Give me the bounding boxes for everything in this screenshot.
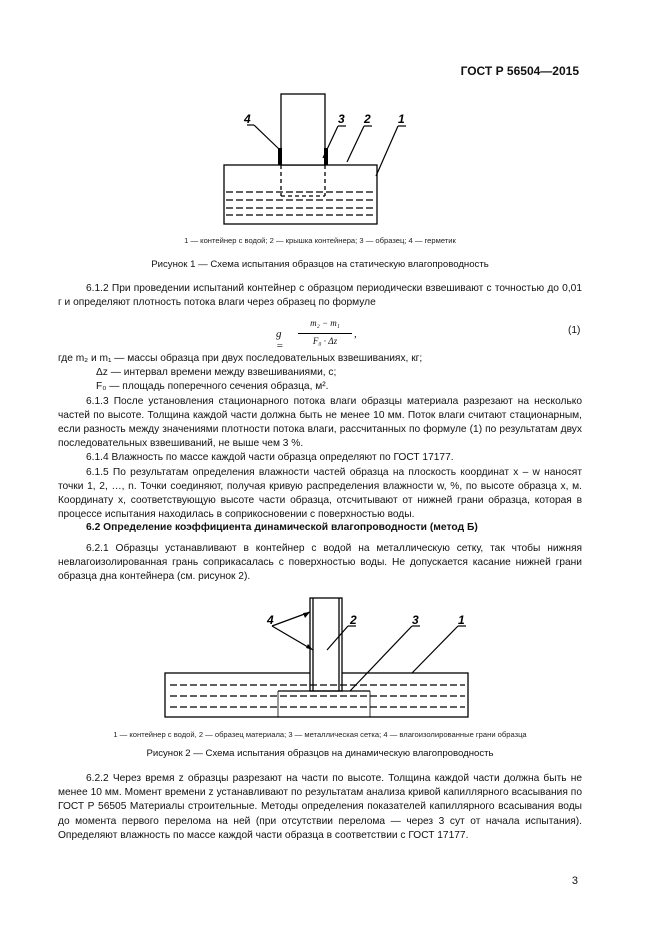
label-4: 4 bbox=[267, 613, 274, 627]
figure-1-legend: 1 — контейнер с водой; 2 — крышка контейнера; 3 — образец; 4 — герметик bbox=[184, 236, 456, 245]
label-2: 2 bbox=[350, 613, 357, 627]
figure-1-diagram bbox=[210, 88, 420, 236]
figure-2-legend: 1 — контейнер с водой, 2 — образец материала; 3 — металлическая сетка; 4 — влагоизолированные грани образца bbox=[113, 730, 527, 739]
section-heading-6-2: 6.2 Определение коэффициента динамической влагопроводности (метод Б) bbox=[86, 522, 478, 533]
page-number: 3 bbox=[571, 875, 578, 887]
paragraph-6-2-2: 6.2.2 Через время z образцы разрезают на части по высоте. Толщина каждой части должна быть не менее 10 мм. Момент времени z устанавливают по результатам анализа кривой капиллярного всасывания по ГОСТ Р 56505 Материалы строительные. Методы определения показателей капиллярного всасывания воды до момента первого перелома на ней (при отсутствии перелома — через 3 сут от начала испытания). Определяют влажность по массе каждой части образца в соответствии с ГОСТ 17177. bbox=[58, 773, 582, 841]
document-header: ГОСТ Р 56504—2015 bbox=[460, 64, 579, 78]
paragraph-6-1-4: 6.1.4 Влажность по массе каждой части образца определяют по ГОСТ 17177. bbox=[86, 452, 454, 464]
paragraph-6-1-3: 6.1.3 После установления стационарного потока влаги образцы материала разрезают на несколько частей по высоте. Толщина каждой части должна быть не менее 10 мм. Поток влаги считают стационарным, если разность между значениями плотности потока влаги, рассчитанных по формуле (1) по результатам двух последовательных взвешиваний, не выше чем 3 %. bbox=[58, 395, 582, 450]
sample-block bbox=[281, 94, 325, 165]
label-2: 2 bbox=[364, 112, 371, 126]
figure-2-caption: Рисунок 2 — Схема испытания образцов на динамическую влагопроводность bbox=[146, 748, 494, 759]
paragraph-6-1-2: 6.1.2 При проведении испытаний контейнер с образцом периодически взвешивают с точностью до 0,01 г и определяют плотность потока влаги через образец по формуле bbox=[58, 283, 582, 309]
figure-1-caption: Рисунок 1 — Схема испытания образцов на статическую влагопроводность bbox=[151, 259, 489, 270]
label-4: 4 bbox=[244, 112, 251, 126]
formula-explanation: где m₂ и m₁ — массы образца при двух последовательных взвешиваниях, кг; Δz — интервал времени между взвешиваниями, с; F₀ — площадь поперечного сечения образца, м². 6.1.3 После установления стационарного потока влаги образцы материала разрезают на несколько частей по высоте. Толщина каждой части должна быть не менее 10 мм. Поток влаги считают стационарным, если разность между значениями плотности потока влаги, рассчитанных по формуле (1) по результатам двух последовательных взвешиваний, не выше чем 3 %. 6.1.4 Влажность по массе каждой части образца определяют по ГОСТ 17177. 6.1.5 По результатам определения влажности частей образца на плоскость координат x – w наносят точки 1, 2, …, n. Точки соединяют, получая кривую распределения влажности w, %, по высоте образца x, м. Координату x, соответствующую высоте части образца, отсчитывают от нижней грани образца, которая в процессе испытания находилась в соприкосновении с поверхностью воды. bbox=[58, 352, 582, 522]
sample-block bbox=[310, 598, 342, 691]
label-1: 1 bbox=[458, 613, 465, 627]
label-1: 1 bbox=[398, 112, 405, 126]
label-3: 3 bbox=[338, 112, 345, 126]
paragraph-6-1-5: 6.1.5 По результатам определения влажности частей образца на плоскость координат x – w наносят точки 1, 2, …, n. Точки соединяют, получая кривую распределения влажности w, %, по высоте образца x, м. Координату x, соответствующую высоте части образца, отсчитывают от нижней грани образца, которая в процессе испытания находилась в соприкосновении с поверхностью воды. bbox=[58, 466, 582, 521]
label-3: 3 bbox=[412, 613, 419, 627]
paragraph-6-2-1: 6.2.1 Образцы устанавливают в контейнер с водой на металлическую сетку, так чтобы нижняя невлагоизолированная грань соприкасалась с поверхностью воды. Не допускается касание нижней грани образца дна контейнера (см. рисунок 2). bbox=[58, 543, 582, 583]
figure-2-diagram bbox=[160, 590, 480, 725]
formula-number: (1) bbox=[568, 325, 581, 336]
